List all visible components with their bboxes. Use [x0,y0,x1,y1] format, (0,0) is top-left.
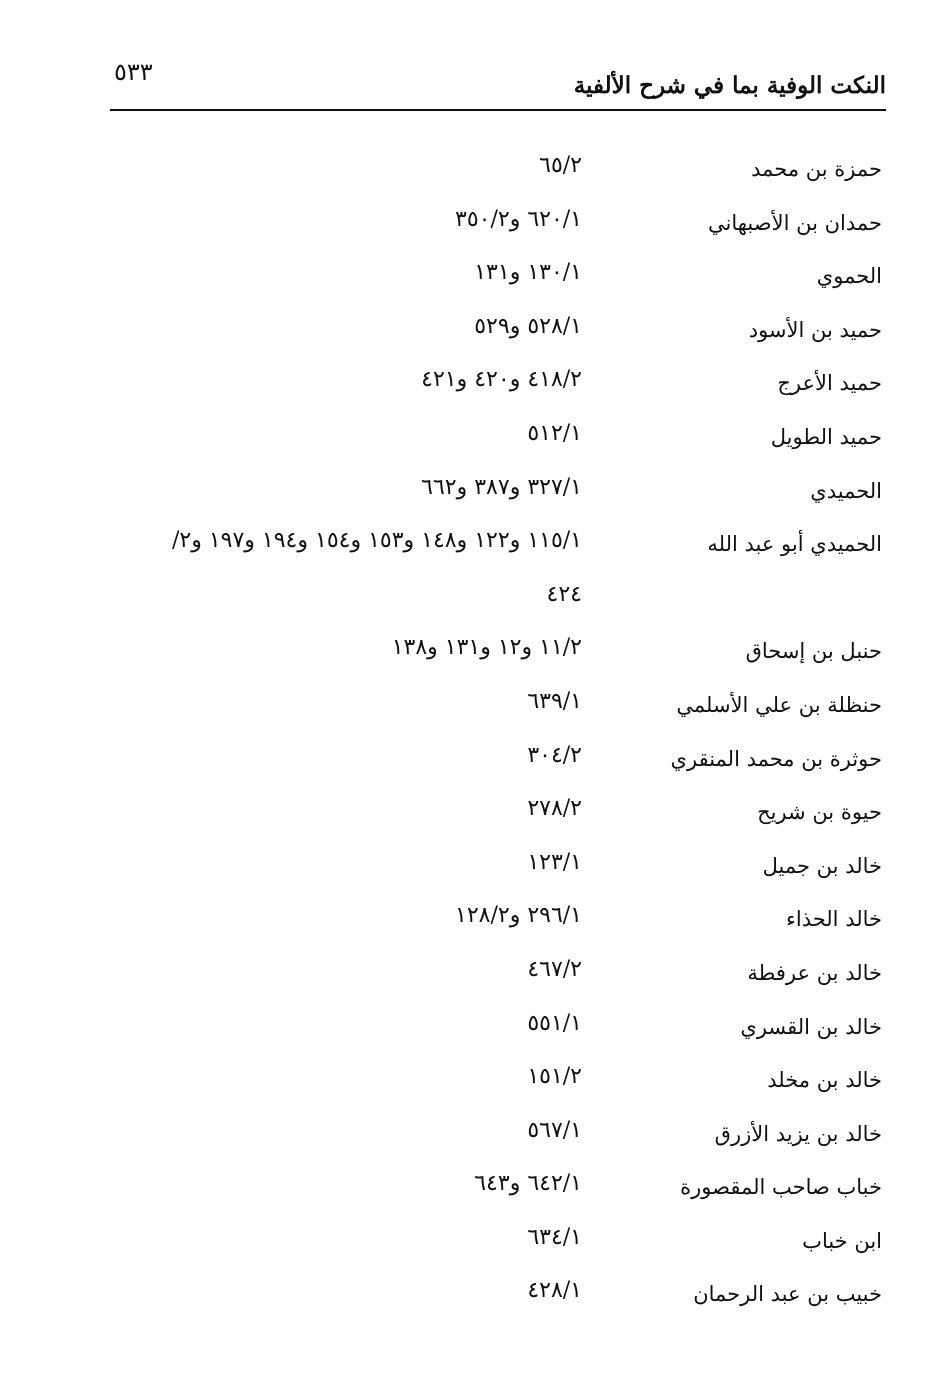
entry-refs: ٦٥/٢ [539,153,582,178]
entry-refs: ٦٣٩/١ [527,688,582,714]
index-entry [0,359,944,413]
entry-name: حنظلة بن علي الأسلمي [676,692,882,717]
entry-name: حمدان بن الأصبهاني [708,210,882,235]
index-entry-continuation [0,574,944,628]
index-entry [0,735,944,789]
entry-refs: ٥٦٧/١ [527,1117,582,1143]
index-entry [0,895,944,949]
entry-name: خباب صاحب المقصورة [680,1175,882,1200]
entry-refs: ١٥١/٢ [527,1064,582,1090]
entry-name: حميد بن الأسود [748,317,882,342]
entry-name: الحموي [816,264,882,289]
entry-refs: ٤١٨/٢ و٤٢٠ و٤٢١ [421,367,582,393]
index-entry [0,788,944,842]
index-entry [0,842,944,896]
entry-name: حمزة بن محمد [751,157,882,181]
entry-name: خالد بن مخلد [767,1068,882,1093]
entry-name: خالد بن عرفطة [747,960,882,985]
index-entry [0,1217,944,1271]
entry-name: خالد بن جميل [762,853,882,878]
index-entry [0,1056,944,1110]
entry-name: خالد بن يزيد الأزرق [714,1121,882,1146]
index-entry [0,199,944,253]
index-entry [0,681,944,735]
entry-refs: ٣٢٧/١ و٣٨٧ و٦٦٢ [421,474,582,500]
index-entry [0,520,944,574]
entry-refs: ٥٥١/١ [527,1010,582,1036]
page-header [110,58,886,108]
index-entry [0,1003,944,1057]
index-entry [0,627,944,681]
entry-refs: ٥١٢/١ [527,420,582,446]
entry-name: خالد الحذاء [786,907,882,932]
entry-name: الحميدي أبو عبد الله [707,532,882,557]
index-entry [0,467,944,521]
entry-refs: ١٢٣/١ [527,849,582,875]
index-entry [0,1270,944,1324]
index-entry [0,306,944,360]
entry-refs: ١١/٢ و١٢ و١٣١ و١٣٨ [391,635,582,661]
entry-refs: ٦٢٠/١ و٣٥٠/٢ [455,206,582,232]
entry-refs: ٤٢٨/١ [527,1278,582,1304]
entry-refs: ٤٢٤ [546,581,582,607]
entry-refs: ١١٥/١ و١٢٢ و١٤٨ و١٥٣ و١٥٤ و١٩٤ و١٩٧ و٢/ [171,528,582,554]
index-entries [0,145,944,1324]
entry-name: ابن خباب [802,1228,882,1253]
index-entry [0,1110,944,1164]
index-entry [0,145,944,199]
index-entry [0,1163,944,1217]
entry-name: خبيب بن عبد الرحمان [693,1282,882,1307]
entry-refs: ٦٤٢/١ و٦٤٣ [474,1171,582,1197]
entry-refs: ٢٩٦/١ و١٢٨/٢ [455,903,582,929]
index-entry [0,949,944,1003]
entry-name: حنبل بن إسحاق [745,639,882,664]
entry-name: حميد الأعرج [777,371,882,396]
entry-name: حيوة بن شريح [757,800,882,825]
entry-refs: ٢٧٨/٢ [527,796,582,822]
entry-refs: ٦٣٤/١ [527,1224,582,1250]
header-divider [110,109,886,111]
entry-name: الحميدي [810,478,882,503]
entry-name: خالد بن القسري [740,1014,882,1039]
entry-name: حميد الطويل [770,424,882,449]
index-entry [0,252,944,306]
entry-name: حوثرة بن محمد المنقري [670,746,882,771]
index-entry [0,413,944,467]
entry-refs: ١٣٠/١ و١٣١ [474,260,582,286]
entry-refs: ٤٦٧/٢ [527,956,582,982]
page-number: ٥٣٣ [114,58,153,86]
entry-refs: ٥٢٨/١ و٥٢٩ [474,313,582,339]
entry-refs: ٣٠٤/٢ [527,742,582,768]
running-title: النكت الوفية بما في شرح الألفية [573,72,886,99]
